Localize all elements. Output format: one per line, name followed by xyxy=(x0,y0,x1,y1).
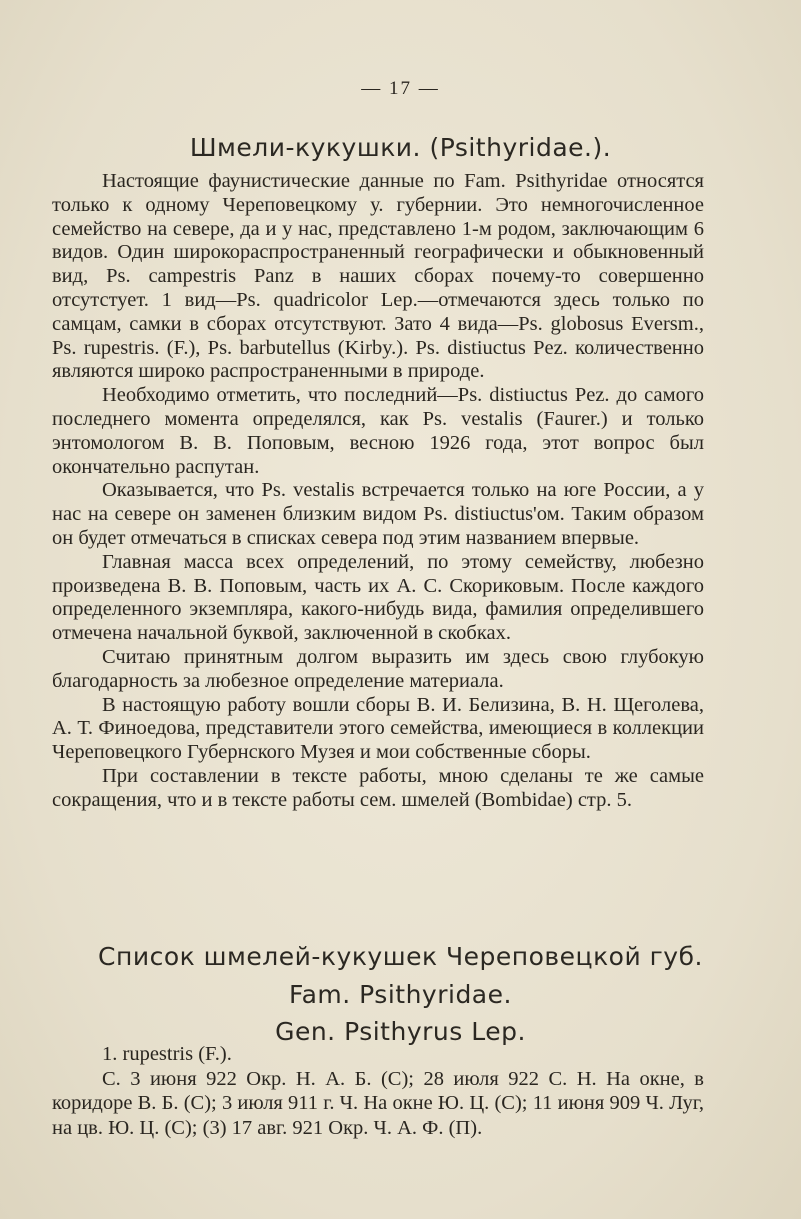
species-records: С. 3 июня 922 Окр. Н. А. Б. (С); 28 июля 922 С. Н. На окне, в коридоре В. Б. (С); 3 июля 911 г. Ч. На окне Ю. Ц. (С); 11 июня 909 Ч. Луг, на цв. Ю. Ц. (С); (3) 17 авг. 921 Окр. Ч. А. Ф. (П). xyxy=(52,1067,704,1139)
paragraph-1: Настоящие фаунистические данные по Fam. Psithyridae относятся только к одному Череповецкому у. губернии. Это немногочисленное семейство на севере, да и у нас, представлено 1-м родом, заключающим 6 видов. Один широкораспространенный географически и обыкновенный вид, Ps. campestris Panz в наших сборах почему-то совершенно отсутстует. 1 вид—Ps. quadricolor Lep.—отмечаются здесь только по самцам, самки в сборах отсутствуют. Зато 4 вида—Ps. globosus Eversm., Ps. rupestris. (F.), Ps. barbutellus (Kirby.). Ps. distiuctus Pez. количественно являются широко распространенными в природе. xyxy=(52,170,704,383)
paragraph-6: В настоящую работу вошли сборы В. И. Белизина, В. Н. Щеголева, А. Т. Финоедова, представители этого семейства, имеющиеся в коллекции Череповецкого Губернского Музея и мои собственные сборы. xyxy=(52,693,704,764)
species-entry xyxy=(52,1042,704,1140)
genus-heading: Gen. Psithyrus Lep. xyxy=(275,1017,526,1046)
paragraph-5: Считаю принятным долгом выразить им здесь свою глубокую благодарность за любезное определение материала. xyxy=(52,645,704,692)
paragraph-2: Необходимо отметить, что последний—Ps. distiuctus Pez. до самого последнего момента определялся, как Ps. vestalis (Faurer.) и только энтомологом В. В. Поповым, весною 1926 года, этот вопрос был окончательно распутан. xyxy=(52,384,704,478)
species-name: 1. rupestris (F.). xyxy=(102,1043,232,1065)
body-text xyxy=(52,170,704,813)
list-title: Список шмелей-кукушек Череповецкой губ. xyxy=(98,942,703,971)
paragraph-7: При составлении в тексте работы, мною сделаны те же самые сокращения, что и в тексте работы сем. шмелей (Bombidae) стр. 5. xyxy=(52,764,704,811)
paragraph-3: Оказывается, что Ps. vestalis встречается только на юге России, а у нас на севере он заменен близким видом Ps. distiuctus'ом. Таким образом он будет отмечаться в списках севера под этим названием впервые. xyxy=(52,479,704,549)
section-title: Шмели-кукушки. (Psithyridae.). xyxy=(189,133,612,162)
family-heading: Fam. Psithyridae. xyxy=(289,980,512,1009)
paragraph-4: Главная масса всех определений, по этому семейству, любезно произведена В. В. Поповым, часть их А. С. Скориковым. После каждого определенного экземпляра, какого-нибудь вида, фамилия определившего отмечена начальной буквой, заключенной в скобках. xyxy=(52,550,704,645)
page-number: — 17 — xyxy=(361,78,440,99)
